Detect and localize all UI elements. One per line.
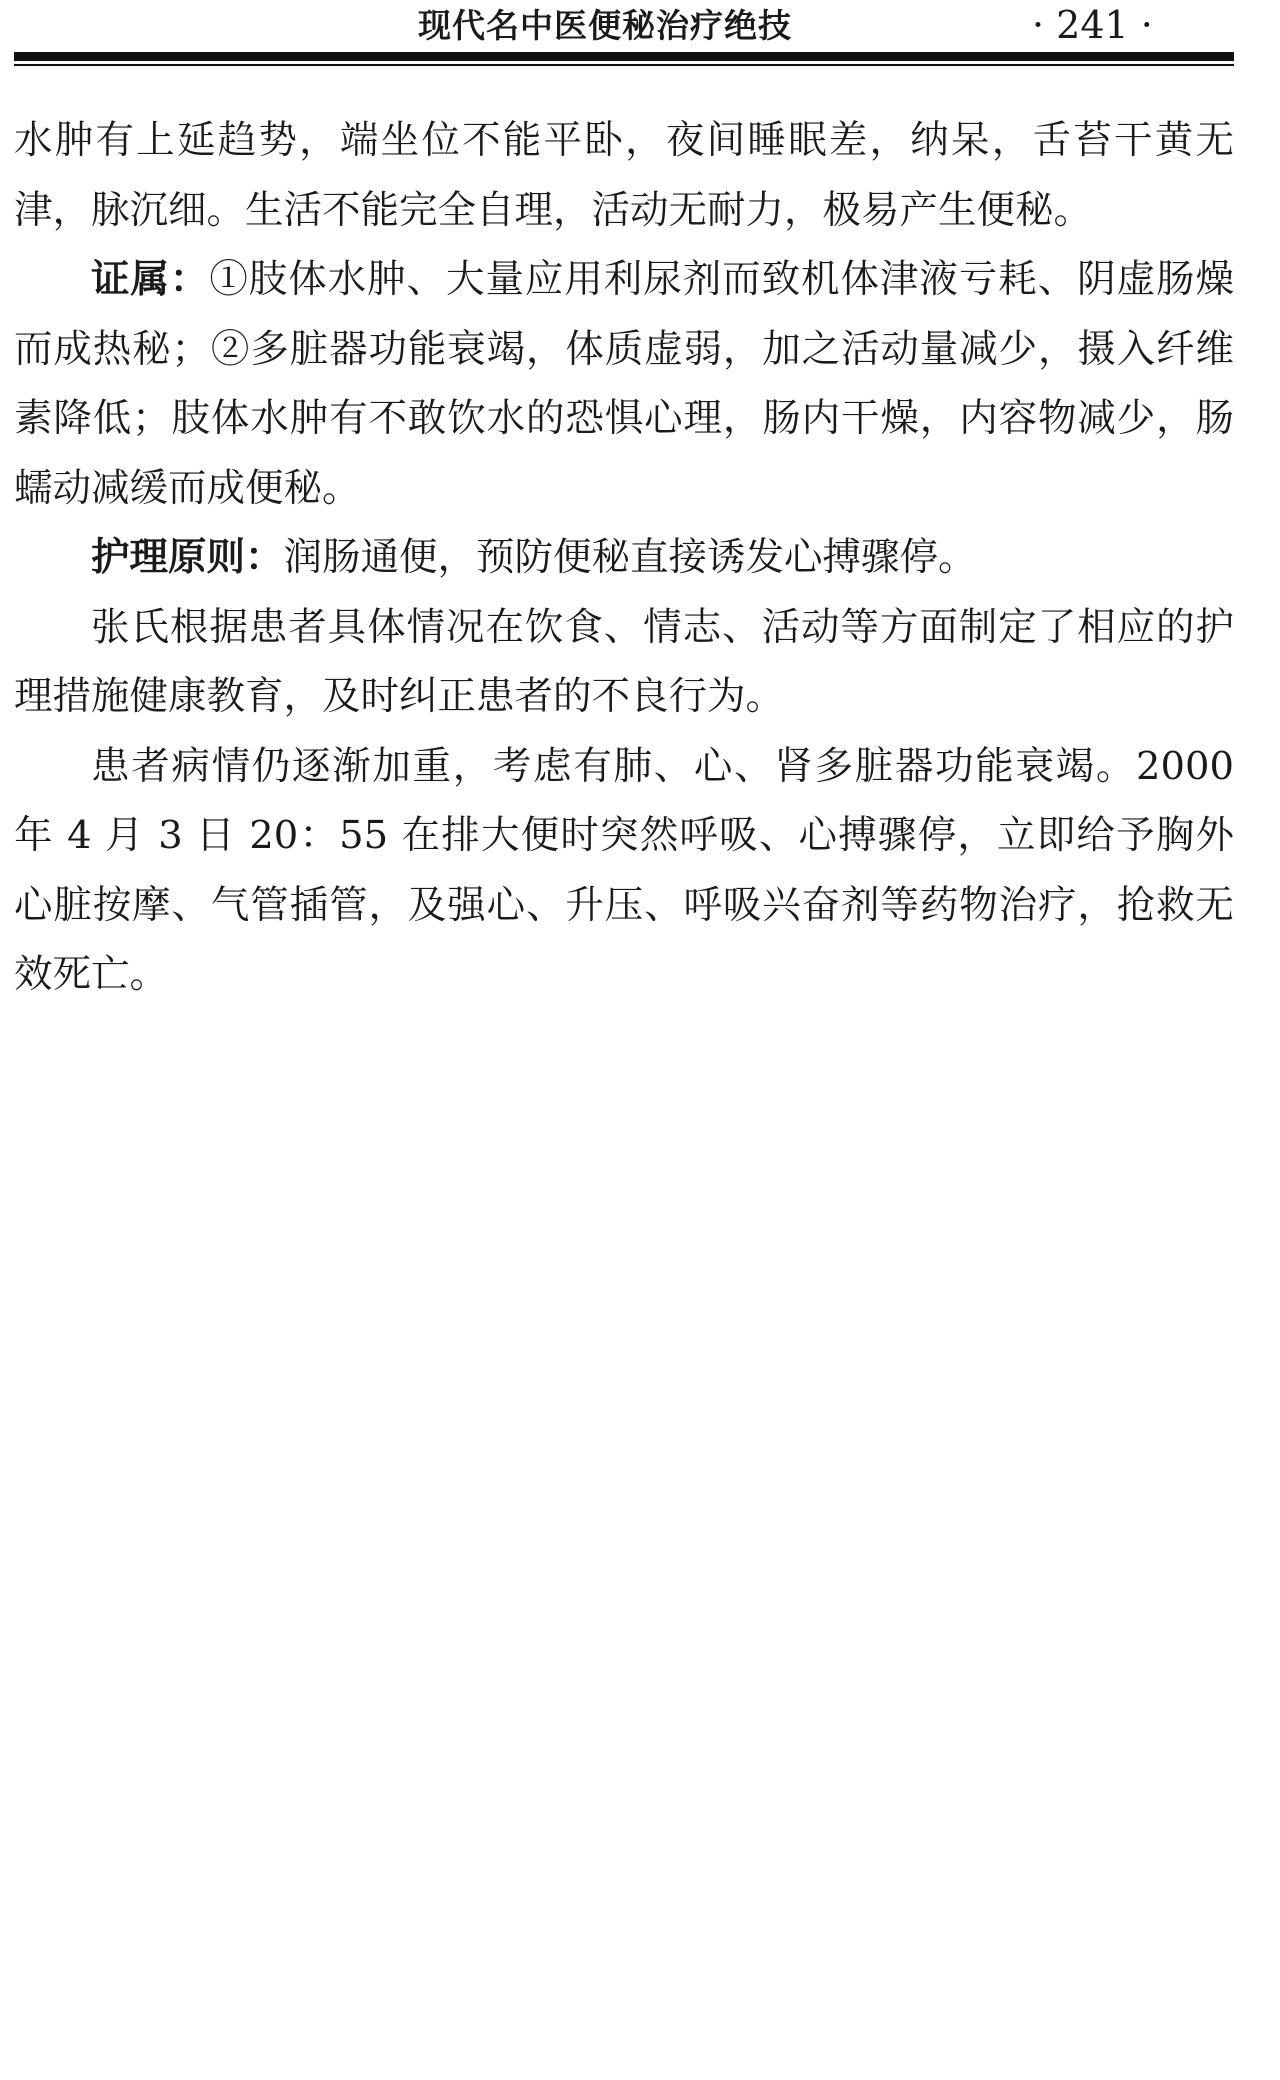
paragraph-diagnosis bbox=[14, 245, 1234, 523]
paragraph-lead: 证属： bbox=[91, 257, 210, 302]
body-text bbox=[14, 106, 1234, 1010]
header-rule-thin bbox=[14, 64, 1234, 66]
paragraph-text: 张氏根据患者具体情况在饮食、情志、活动等方面制定了相应的护理措施健康教育，及时纠正患者的不良行为。 bbox=[14, 604, 1234, 719]
paragraph-text: 润肠通便，预防便秘直接诱发心搏骤停。 bbox=[283, 535, 977, 580]
header-rule-thick bbox=[14, 52, 1234, 61]
paragraph-continued bbox=[14, 106, 1234, 245]
paragraph-text: 水肿有上延趋势，端坐位不能平卧，夜间睡眠差，纳呆，舌苔干黄无津，脉沉细。生活不能完全自理，活动无耐力，极易产生便秘。 bbox=[14, 118, 1234, 233]
paragraph-nursing-principle bbox=[14, 523, 1234, 593]
paragraph-lead: 护理原则： bbox=[91, 535, 284, 580]
paragraph-text: 患者病情仍逐渐加重，考虑有肺、心、肾多脏器功能衰竭。2000 年 4 月 3 日 20：55 在排大便时突然呼吸、心搏骤停，立即给予胸外心脏按摩、气管插管，及强心、升压、呼吸兴奋剂等药物治疗，抢救无效死亡。 bbox=[14, 743, 1234, 997]
paragraph-nursing-measures bbox=[14, 593, 1234, 732]
paragraph-outcome bbox=[14, 732, 1234, 1010]
running-header-title: 现代名中医便秘治疗绝技 bbox=[418, 6, 792, 45]
page-number: · 241 · bbox=[1032, 3, 1153, 47]
paragraph-text: ①肢体水肿、大量应用利尿剂而致机体津液亏耗、阴虚肠燥而成热秘；②多脏器功能衰竭，体质虚弱，加之活动量减少，摄入纤维素降低；肢体水肿有不敢饮水的恐惧心理，肠内干燥，内容物减少，肠蠕动减缓而成便秘。 bbox=[14, 257, 1234, 511]
running-header bbox=[14, 0, 1234, 52]
